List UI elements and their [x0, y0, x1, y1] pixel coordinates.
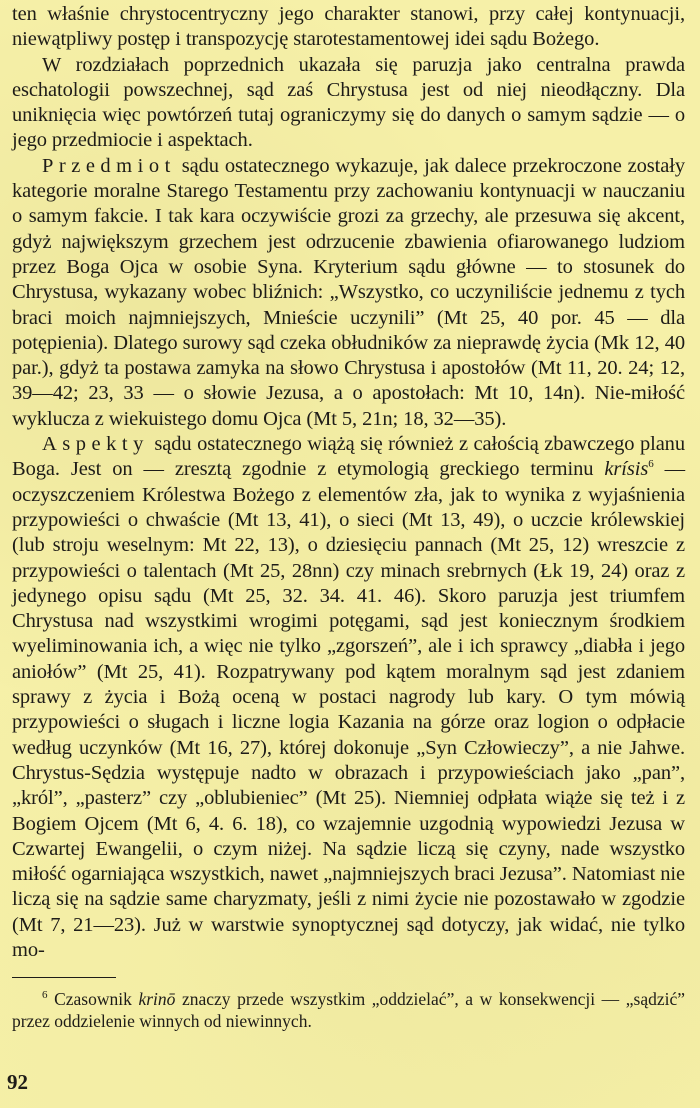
paragraph-intro: [12, 53, 685, 154]
body-text: [12, 2, 685, 963]
footnotes: [12, 988, 685, 1032]
paragraph-przedmiot: [12, 154, 685, 432]
section-lead-przedmiot: Przedmiot: [42, 154, 176, 177]
paragraph-text: ten właśnie chrystocentryczny jego charakter stanowi, przy całej kontynuacji, niewątpliwy postęp i transpozycję starotestamentowej idei sądu Bożego.: [12, 3, 685, 51]
book-page: [12, 2, 685, 1032]
footnote-divider: [12, 977, 116, 978]
paragraph-text: sądu ostatecznego wykazuje, jak dalece przekroczone zostały kategorie moralne Starego Testamentu przy zachowaniu kontynuacji w nauczaniu o samym fakcie. I tak kara oczywiście grozi za grzechy, ale przesuwa się akcent, gdyż największym grzechem jest odrzucenie zbawienia ofiarowanego ludziom przez Boga Ojca w osobie Syna. Kryterium sądu główne — to stosunek do Chrystusa, wykazany wobec bliźnich: „Wszystko, co uczyniliście jednemu z tych braci moich najmniejszych, Mnieście uczynili” (Mt 25, 40 por. 45 — dla potępienia). Dlatego surowy sąd czeka obłudników za nieprawdę życia (Mk 12, 40 par.), gdyż ta postawa zamyka na słowo Chrystusa i apostołów (Mt 11, 20. 24; 12, 39—42; 23, 33 — o słowie Jezusa, a o apostołach: Mt 10, 14n). Nie-miłość wyklucza z wiekuistego domu Ojca (Mt 5, 21n; 18, 32—35).: [12, 154, 685, 430]
section-lead-aspekty: Aspekty: [42, 433, 149, 456]
paragraph-text: W rozdziałach poprzednich ukazała się paruzja jako centralna prawda eschatologii powszechnej, sąd zaś Chrystusa jest od niej nieodłączny. Dla uniknięcia więc powtórzeń tutaj ograniczymy się do danych o samym sądzie — o jego przedmiocie i aspektach.: [12, 53, 685, 152]
greek-term-krisis: krísis: [604, 458, 649, 481]
footnote-text-after: znaczy przede wszystkim „oddzielać”, a w konsekwencji — „sądzić” przez oddzielenie winnych od niewinnych.: [12, 989, 685, 1032]
greek-term-krino: krinō: [138, 989, 176, 1010]
footnote-text-before: Czasownik: [47, 989, 139, 1010]
page-number: 92: [7, 1070, 28, 1094]
footnote-6: [12, 988, 685, 1032]
paragraph-aspekty: [12, 432, 685, 963]
paragraph-text-before-term: sądu ostatecznego wiążą się również z całością zbawczego planu Boga. Jest on — zresztą zgodnie z etymologią greckiego terminu: [12, 433, 685, 481]
paragraph-text: — oczyszczeniem Królestwa Bożego z elementów zła, jak to wynika z wyjaśnienia przypowieści o chwaście (Mt 13, 41), o sieci (Mt 13, 49), o uczcie królewskiej (lub stroju weselnym: Mt 22, 13), o dziesięciu pannach (Mt 25, 12) wreszcie z przypowieści o talentach (Mt 25, 28nn) czy minach srebrnych (Łk 19, 24) oraz z jedynego opisu sądu (Mt 25, 32. 34. 41. 46). Skoro paruzja jest triumfem Chrystusa nad wszystkimi wrogimi potęgami, sąd jest koniecznym środkiem wyeliminowania ich, a więc nie tylko „zgorszeń”, ale i ich sprawcy „diabła i jego aniołów” (Mt 25, 41). Rozpatrywany pod kątem moralnym sąd jest zdaniem sprawy z życia i Bożą oceną w postaci nagrody lub kary. O tym mówią przypowieści o sługach i liczne logia Kazania na górze oraz logion o odpłacie według uczynków (Mt 16, 27), której dokonuje „Syn Człowieczy”, a nie Jahwe. Chrystus-Sędzia występuje nadto w obrazach i przypowieściach jako „pan”, „król”, „pasterz” czy „oblubieniec” (Mt 25). Niemniej odpłata wiąże się też i z Bogiem Ojcem (Mt 6, 4. 6. 18), co wzajemnie uzgodnią wypowiedzi Jezusa w Czwartej Ewangelii, o czym niżej. Na sądzie liczą się czyny, nade wszystko miłość ogarniająca wszystkich, nawet „najmniejszych braci Jezusa”. Natomiast nie liczą się na sądzie same charyzmaty, jeśli z nimi życie nie pozostawało w zgodzie (Mt 7, 21—23). Już w warstwie synoptycznej sąd dotyczy, jak widać, nie tylko mo-: [12, 458, 685, 961]
footnote-number: 6: [42, 989, 48, 1002]
paragraph-continuation: [12, 2, 685, 53]
footnote-reference[interactable]: 6: [648, 458, 654, 471]
